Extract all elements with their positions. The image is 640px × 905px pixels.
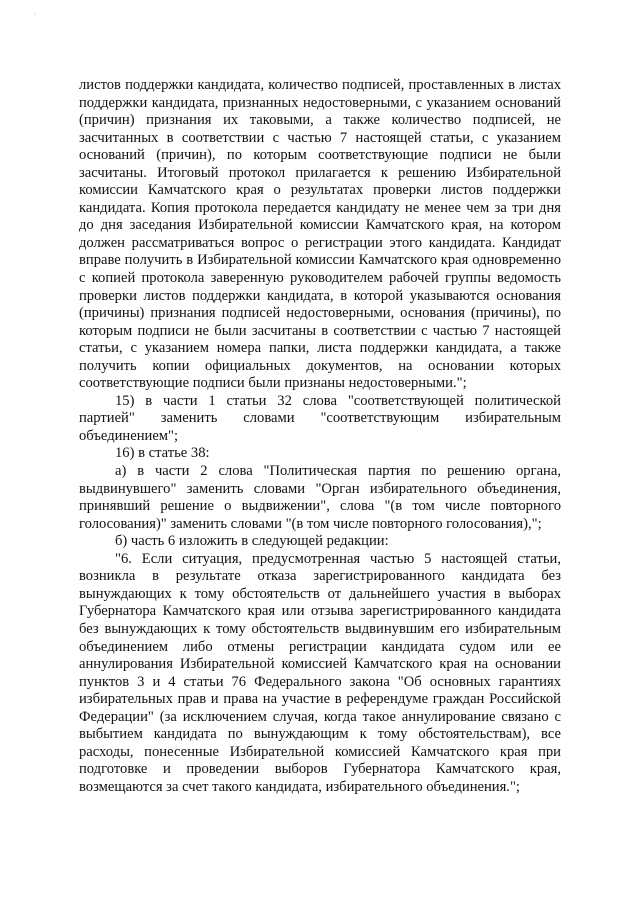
document-body [79,77,561,796]
paragraph-item-16a: а) в части 2 слова "Политическая партия по решению органа, выдвинувшего" заменить словами "Орган избирательного объединения, принявший решение о выдвижении", слова "(в том числе повторного голосования)" заменить словами "(в том числе повторного голосования),"; [79,463,561,532]
paragraph-item-15: 15) в части 1 статьи 32 слова "соответствующей политической партией" заменить словами "соответствующим избирательным объединением"; [79,392,561,444]
paragraph-item-16: 16) в статье 38: [115,445,210,462]
paragraph-item-16b: б) часть 6 изложить в следующей редакции: [115,533,389,550]
page-mark: ' [34,12,36,20]
paragraph-part-6: "6. Если ситуация, предусмотренная частью 5 настоящей статьи, возникла в результате отказа зарегистрированного кандидата без вынуждающих к тому обстоятельств от дальнейшего участия в выборах Губернатора Камчатского края или отзыва зарегистрированного кандидата без вынуждающих к тому обстоятельств выдвинувшим его избирательным объединением либо отмены регистрации кандидата судом или ее аннулирования Избирательной комиссией Камчатского края на основании пунктов 3 и 4 статьи 76 Федерального закона "Об основных гарантиях избирательных прав и права на участие в референдуме граждан Российской Федерации" (за исключением случая, когда такое аннулирование связано с выбытием кандидата по вынуждающим к тому обстоятельствам), все расходы, понесенные Избирательной комиссией Камчатского края при подготовке и проведении выборов Губернатора Камчатского края, возмещаются за счет такого кандидата, избирательного объединения."; [79,550,561,795]
paragraph-continuation: листов поддержки кандидата, количество подписей, проставленных в листах поддержки кандидата, признанных недостоверными, с указанием оснований (причин) признания их таковыми, а также количество подписей, не засчитанных в соответствии с частью 7 настоящей статьи, с указанием оснований (причин), по которым соответствующие подписи не были засчитаны. Итоговый протокол прилагается к решению Избирательной комиссии Камчатского края о результатах проверки листов поддержки кандидата. Копия протокола передается кандидату не менее чем за три дня до дня заседания Избирательной комиссии Камчатского края, на котором должен рассматриваться вопрос о регистрации этого кандидата. Кандидат вправе получить в Избирательной комиссии Камчатского края одновременно с копией протокола заверенную руководителем рабочей группы ведомость проверки листов поддержки кандидата, в которой указываются основания (причины) признания подписей недостоверными, основания (причины), по которым подписи не были засчитаны в соответствии с частью 7 настоящей статьи, с указанием номера папки, листа поддержки кандидата, а также получить копии официальных документов, на основании которых соответствующие подписи были признаны недостоверными."; [79,77,561,392]
